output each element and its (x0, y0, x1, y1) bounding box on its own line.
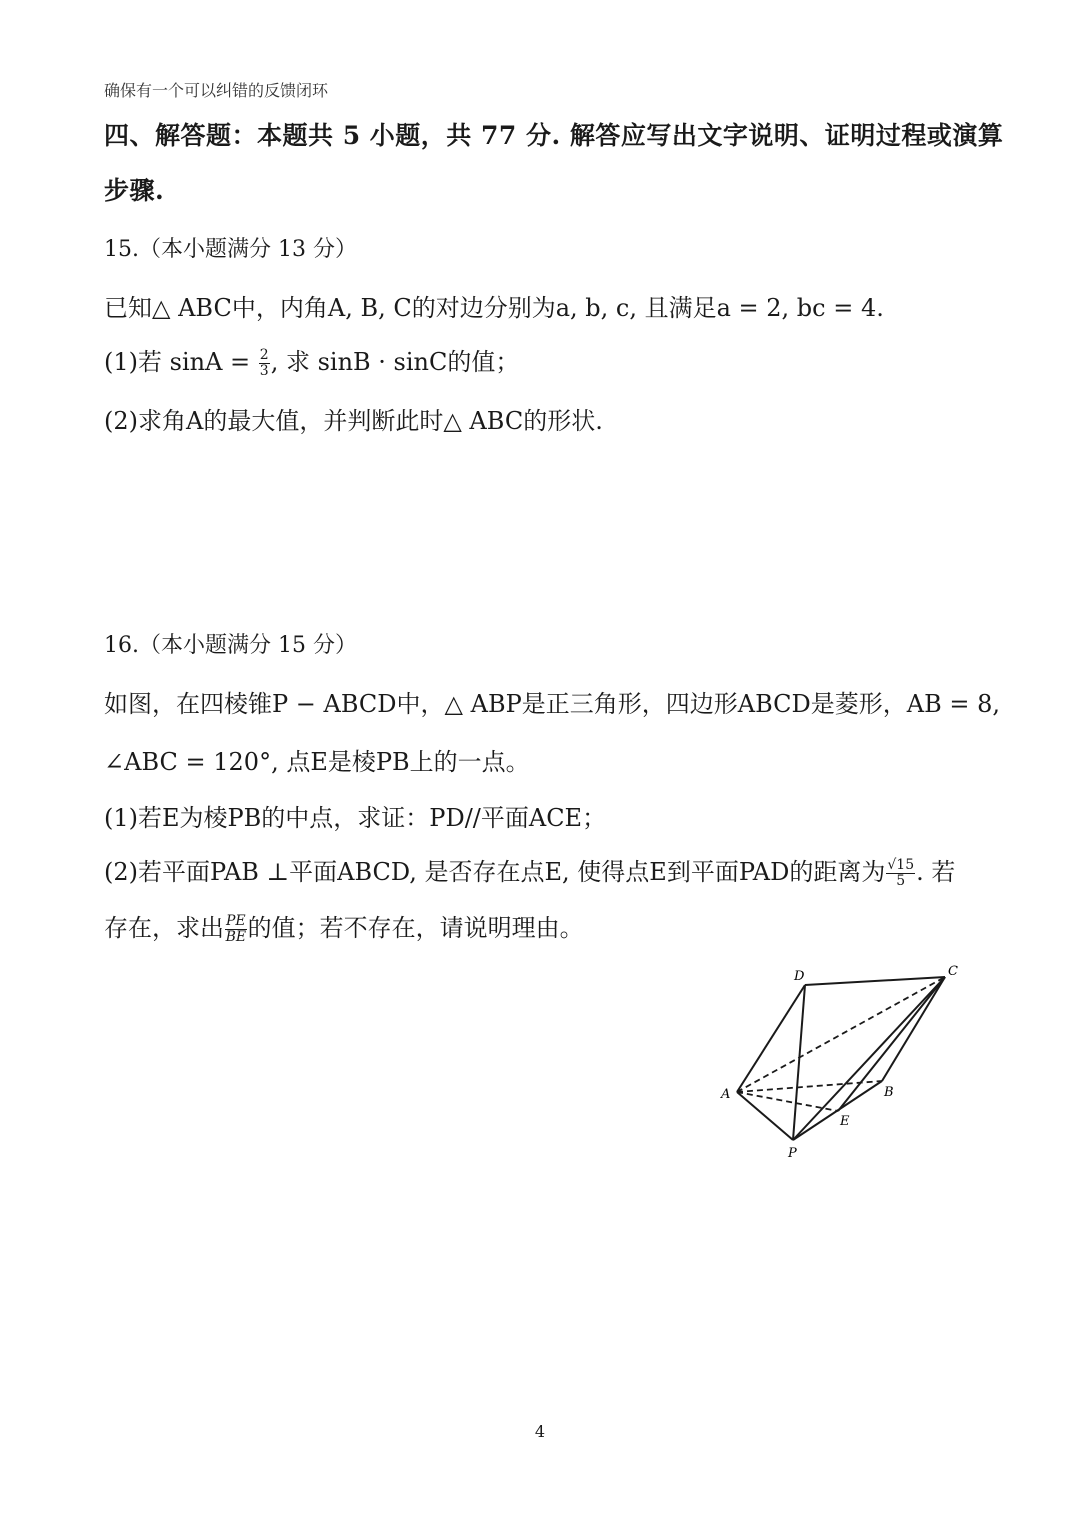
q16-stem-1: 如图，在四棱锥P − ABCD中，△ ABP是正三角形，四边形ABCD是菱形，AB = 8, (104, 690, 1000, 718)
label-P: P (788, 1146, 797, 1161)
q15-heading: 15.（本小题满分 13 分） (104, 237, 357, 262)
q16-part3-suffix: 的值；若不存在，请说明理由。 (247, 914, 584, 942)
edge-BC (882, 977, 945, 1081)
q15-part1-prefix: (1)若 sinA = (104, 348, 258, 376)
label-B: B (884, 1085, 894, 1100)
q16-part1: (1)若E为棱PB的中点，求证：PD//平面ACE； (104, 804, 607, 832)
q16-part3-fraction (225, 914, 247, 945)
label-C: C (948, 964, 958, 979)
fraction-denominator: 3 (259, 363, 269, 379)
q15-part1-fraction (259, 348, 270, 379)
fraction-numerator: PE (226, 913, 246, 929)
section-title-cont: 步骤. (104, 176, 165, 205)
q15-stem: 已知△ ABC中，内角A, B, C的对边分别为a, b, c, 且满足a = 2, bc = 4. (104, 294, 884, 322)
section-title: 四、解答题：本题共 5 小题，共 77 分. 解答应写出文字说明、证明过程或演算 (104, 121, 1004, 150)
edge-DC (805, 977, 945, 985)
q15-part2: (2)求角A的最大值，并判断此时△ ABC的形状. (104, 407, 603, 435)
page-header: 确保有一个可以纠错的反馈闭环 (104, 81, 329, 100)
edge-DP (793, 985, 805, 1140)
q16-part3-prefix: 存在，求出 (104, 914, 224, 942)
q15-part1-suffix: , 求 sinB · sinC的值； (270, 348, 520, 376)
fraction-denominator: BE (225, 929, 247, 945)
edge-AC-dashed (737, 977, 945, 1092)
label-E: E (840, 1114, 850, 1129)
q16-part2-prefix: (2)若平面PAB ⊥平面ABCD, 是否存在点E, 使得点E到平面PAD的距离为 (104, 858, 886, 886)
page-number: 4 (534, 1422, 546, 1441)
label-D: D (794, 969, 805, 984)
edge-AB-dashed (737, 1081, 882, 1092)
edge-AP (737, 1092, 793, 1140)
fraction-numerator: √15 (887, 857, 915, 873)
fraction-denominator: 5 (896, 873, 906, 889)
q16-part3 (104, 908, 584, 945)
q16-part2-fraction (886, 858, 915, 889)
edge-DA (737, 985, 805, 1092)
q16-heading: 16.（本小题满分 15 分） (104, 633, 357, 658)
q16-stem-2: ∠ABC = 120°, 点E是棱PB上的一点。 (104, 748, 530, 776)
pyramid-figure (710, 955, 980, 1165)
fraction-numerator: 2 (259, 347, 269, 363)
q15-part1 (104, 342, 519, 379)
edge-PC (793, 977, 945, 1140)
q16-part2 (104, 852, 955, 889)
label-A: A (721, 1087, 731, 1102)
q16-part2-suffix: . 若 (916, 858, 956, 886)
